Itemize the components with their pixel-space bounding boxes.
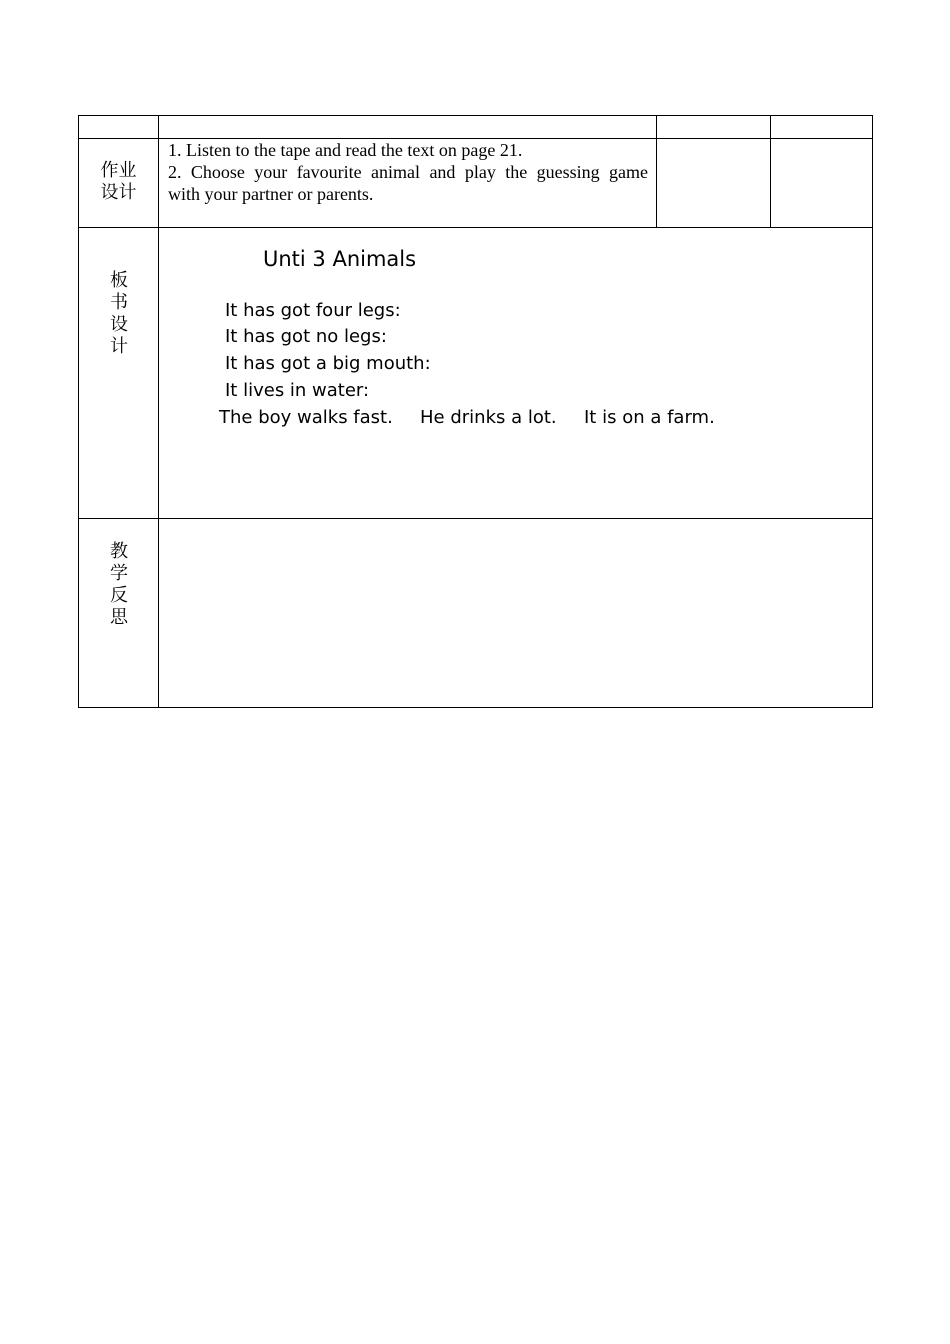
board-line-4: It lives in water: [225,380,370,401]
board-line-3: It has got a big mouth: [225,353,431,374]
homework-content [168,139,648,205]
homework-label-line1: 作业 [100,160,137,181]
board-design-label: 板书设计 [107,270,128,358]
teaching-reflection-label: 教学反思 [107,541,128,629]
board-title: Unti 3 Animals [263,247,417,271]
board-line-1: It has got four legs: [225,300,401,321]
homework-item-2-line-1: 2. Choose your favourite animal and play the guessing game [168,162,648,182]
homework-item-2-line-2: with your partner or parents. [168,184,374,204]
board-sentence-1: The boy walks fast. [219,407,393,428]
board-sentence-3: It is on a farm. [584,407,715,428]
homework-item-1: 1. Listen to the tape and read the text on page 21. [168,140,523,160]
board-sentence-2: He drinks a lot. [420,407,557,428]
board-line-2: It has got no legs: [225,326,387,347]
homework-label [79,160,158,204]
homework-label-line2: 设计 [100,182,137,203]
